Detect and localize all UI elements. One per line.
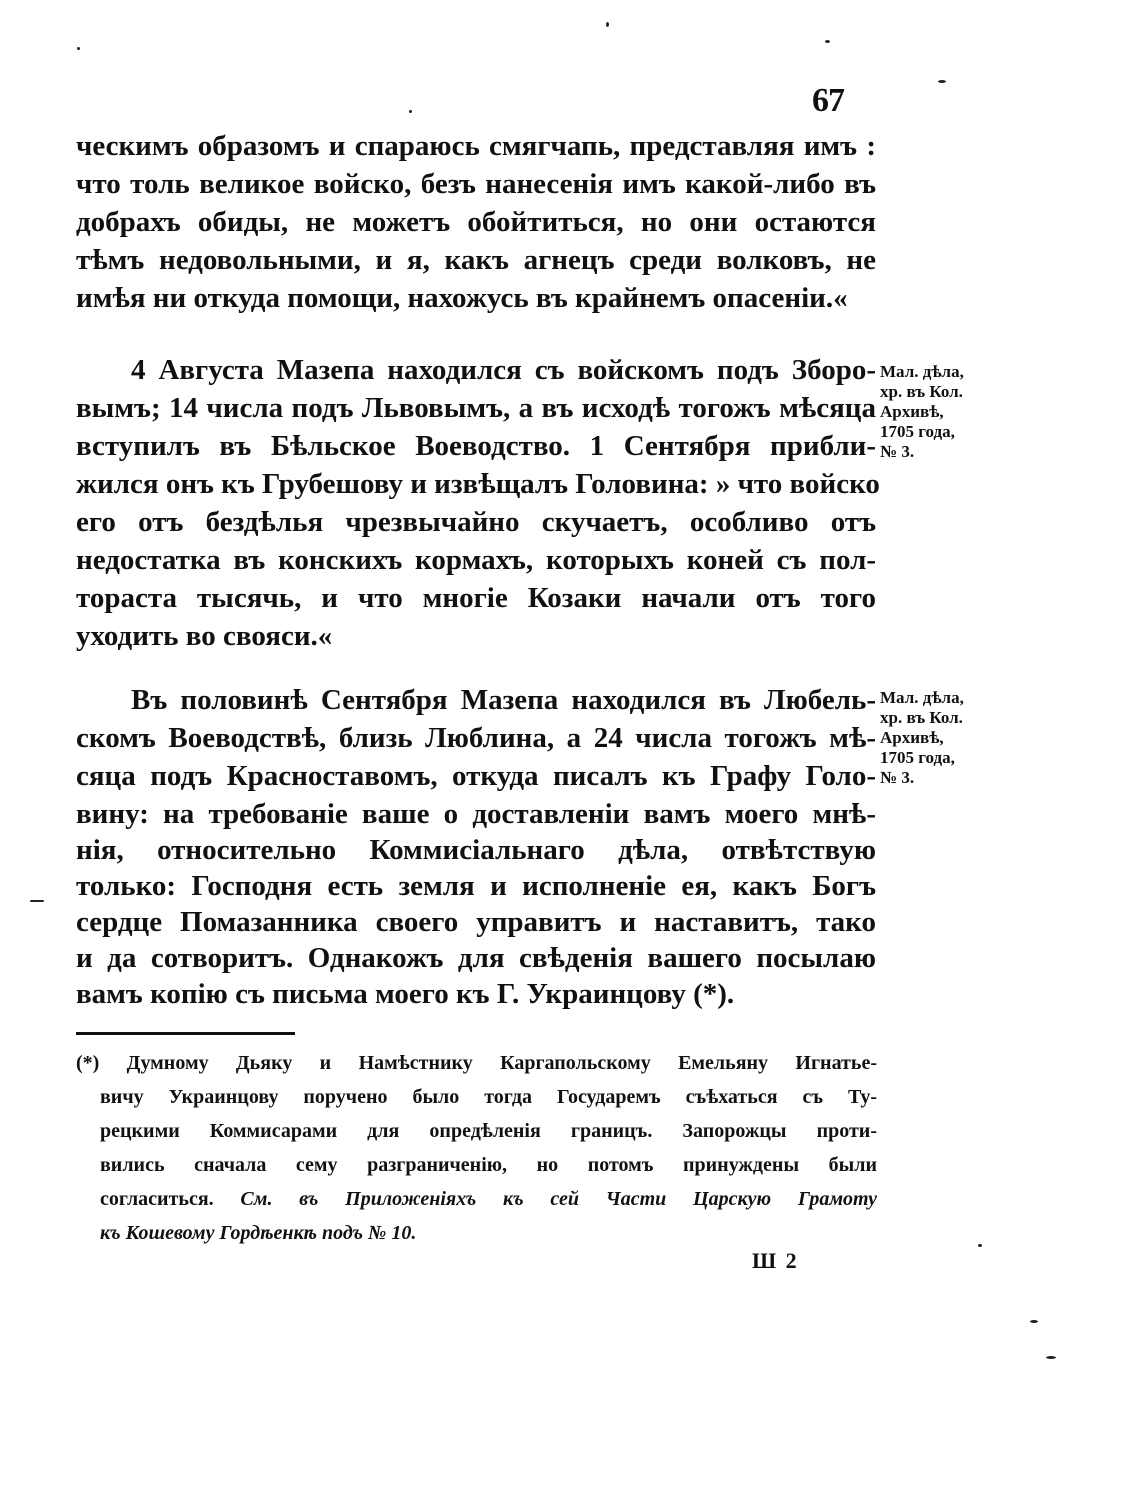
text-line: недостатка въ конскихъ кормахъ, которыхъ коней съ пол- (76, 544, 876, 576)
text-line: добрахъ обиды, не можетъ обойтиться, но они остаются (76, 206, 876, 238)
text-line: и да сотворитъ. Однакожъ для свѣденія вашего посылаю (76, 942, 876, 974)
scan-speck (1046, 1356, 1056, 1359)
text-line: нія, относительно Коммисіальнаго дѣла, отвѣтствую (76, 834, 876, 866)
footnote-line: (*) Думному Дьяку и Намѣстнику Каргапольскому Емельяну Игнатье- (76, 1052, 877, 1074)
footnote-line (100, 1218, 877, 1248)
margin-note-line: № 3. (880, 442, 915, 461)
scan-speck (825, 40, 830, 43)
scan-speck (938, 80, 946, 83)
footnote-line (100, 1184, 877, 1214)
text-line: жился онъ къ Грубешову и извѣщалъ Головина: » что войско (76, 468, 880, 500)
footnote-line: вились сначала сему разграниченію, но потомъ принуждены были (100, 1154, 877, 1176)
text-line: тѣмъ недовольными, и я, какъ агнецъ среди волковъ, не (76, 244, 876, 276)
scan-speck (30, 900, 44, 902)
signature-mark: Ш 2 (752, 1248, 799, 1273)
scan-speck (409, 110, 412, 113)
margin-note-line: Архивѣ, (880, 728, 944, 747)
text-line: вамъ копію съ письма моего къ Г. Украинцову (*). (76, 978, 735, 1010)
text-line: уходить во свояси.« (76, 620, 333, 652)
margin-note (880, 688, 984, 788)
margin-note-line: 1705 года, (880, 748, 955, 767)
margin-note-line: хр. въ Кол. (880, 382, 963, 401)
text-line: вину: на требованіе ваше о доставленіи вамъ моего мнѣ- (76, 798, 876, 830)
scan-speck (77, 47, 80, 50)
footnote-reference: къ Кошевому Гордѣенкѣ подъ № 10. (100, 1222, 417, 1244)
scan-speck (1030, 1320, 1038, 1323)
text-line: ческимъ образомъ и спараюсь смягчапь, представляя имъ : (76, 130, 876, 162)
footnote-divider (76, 1032, 295, 1035)
footnote-line: рецкими Коммисарами для опредѣленія границъ. Запорожцы проти- (100, 1120, 877, 1142)
text-line: его отъ бездѣлья чрезвычайно скучаетъ, особливо отъ (76, 506, 876, 538)
scan-speck (606, 22, 609, 27)
text-line: сердце Помазанника своего управитъ и наставитъ, тако (76, 906, 876, 938)
text-line: Въ половинѣ Сентября Мазепа находился въ Любель- (131, 684, 876, 716)
footnote-reference: См. въ Приложеніяхъ къ сей Части Царскую Грамоту (240, 1188, 877, 1210)
scan-speck (978, 1244, 982, 1247)
text-line: 4 Августа Мазепа находился съ войскомъ подъ Зборо- (131, 354, 876, 386)
footnote-text: согласиться. (100, 1188, 214, 1210)
margin-note-line: Мал. дѣла, (880, 362, 964, 381)
page-number: 67 (812, 82, 844, 119)
text-line: что толь великое войско, безъ нанесенія имъ какой-либо въ (76, 168, 876, 200)
margin-note-line: № 3. (880, 768, 915, 787)
text-line: вымъ; 14 числа подъ Львовымъ, а въ исходѣ тогожъ мѣсяца (76, 392, 876, 424)
text-line: вступилъ въ Бѣльское Воеводство. 1 Сентября прибли- (76, 430, 876, 462)
margin-note-line: Мал. дѣла, (880, 688, 964, 707)
text-line: скомъ Воеводствѣ, близь Люблина, а 24 числа тогожъ мѣ- (76, 722, 876, 754)
text-line: тораста тысячь, и что многіе Козаки начали отъ того (76, 582, 876, 614)
text-line: только: Господня есть земля и исполненіе ея, какъ Богъ (76, 870, 876, 902)
margin-note-line: хр. въ Кол. (880, 708, 963, 727)
footnote-line: вичу Украинцову поручено было тогда Государемъ съѣхаться съ Ту- (100, 1086, 877, 1108)
margin-note-line: Архивѣ, (880, 402, 944, 421)
margin-note (880, 362, 984, 462)
text-line: имѣя ни откуда помощи, нахожусь въ крайнемъ опасеніи.« (76, 282, 848, 314)
margin-note-line: 1705 года, (880, 422, 955, 441)
text-line: сяца подъ Красноставомъ, откуда писалъ къ Графу Голо- (76, 760, 876, 792)
